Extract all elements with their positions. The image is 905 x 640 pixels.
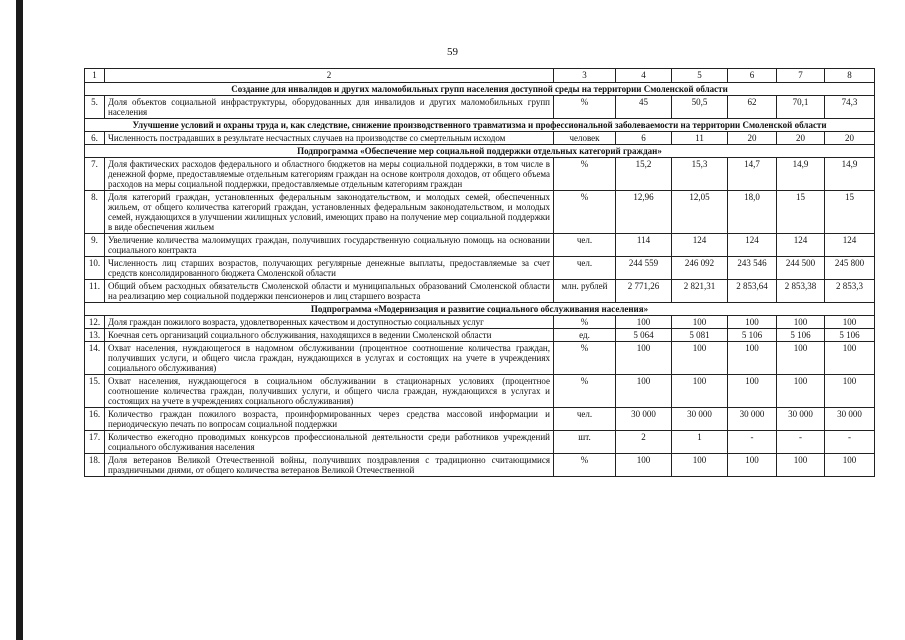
- column-number: 1: [85, 69, 105, 83]
- indicator-value: 30 000: [728, 408, 777, 431]
- unit-of-measure: %: [554, 158, 616, 191]
- column-number: 6: [728, 69, 777, 83]
- row-number: 10.: [85, 257, 105, 280]
- indicator-value: 100: [728, 342, 777, 375]
- row-number: 13.: [85, 329, 105, 342]
- indicator-value: -: [728, 431, 777, 454]
- scan-edge-bar: [16, 0, 23, 640]
- indicator-value: 114: [616, 234, 672, 257]
- indicator-value: 5 064: [616, 329, 672, 342]
- indicator-value: 30 000: [672, 408, 728, 431]
- indicator-value: 100: [672, 316, 728, 329]
- unit-of-measure: шт.: [554, 431, 616, 454]
- indicator-value: 5 106: [777, 329, 825, 342]
- row-number: 11.: [85, 280, 105, 303]
- indicator-value: 2 821,31: [672, 280, 728, 303]
- indicator-value: 100: [825, 342, 875, 375]
- indicator-value: 1: [672, 431, 728, 454]
- indicator-value: 100: [825, 316, 875, 329]
- unit-of-measure: ед.: [554, 329, 616, 342]
- indicator-description: Увеличение количества малоимущих граждан, получивших государственную социальную помощь на основании социального контракта: [105, 234, 554, 257]
- table-row: [85, 342, 875, 375]
- indicator-description: Количество граждан пожилого возраста, проинформированных через средства массовой информации и периодическую печать по вопросам социальной поддержки: [105, 408, 554, 431]
- indicator-value: 20: [728, 132, 777, 145]
- indicator-value: 62: [728, 96, 777, 119]
- indicator-value: 245 800: [825, 257, 875, 280]
- indicator-value: 100: [616, 342, 672, 375]
- indicator-value: 30 000: [825, 408, 875, 431]
- section-title: Подпрограмма «Модернизация и развитие социального обслуживания населения»: [85, 303, 875, 316]
- indicator-value: 100: [616, 316, 672, 329]
- indicator-value: 100: [777, 375, 825, 408]
- indicator-description: Количество ежегодно проводимых конкурсов профессиональной деятельности среди работников учреждений социального обслуживания населения: [105, 431, 554, 454]
- row-number: 14.: [85, 342, 105, 375]
- indicator-description: Доля граждан пожилого возраста, удовлетворенных качеством и доступностью социальных услуг: [105, 316, 554, 329]
- indicator-value: 15,2: [616, 158, 672, 191]
- indicator-value: 100: [616, 375, 672, 408]
- row-number: 7.: [85, 158, 105, 191]
- indicator-value: 2 771,26: [616, 280, 672, 303]
- indicator-value: 244 500: [777, 257, 825, 280]
- column-number: 7: [777, 69, 825, 83]
- row-number: 15.: [85, 375, 105, 408]
- indicator-value: 124: [728, 234, 777, 257]
- table-row: [85, 191, 875, 234]
- indicator-description: Охват населения, нуждающегося в надомном обслуживании (процентное соотношение количества граждан, получивших услуги, и общего числа граждан, нуждающихся в услугах и состоящих на учете в учреждениях социального обслуживания): [105, 342, 554, 375]
- unit-of-measure: %: [554, 96, 616, 119]
- unit-of-measure: чел.: [554, 408, 616, 431]
- indicator-value: 20: [777, 132, 825, 145]
- section-title: Подпрограмма «Обеспечение мер социальной поддержки отдельных категорий граждан»: [85, 145, 875, 158]
- unit-of-measure: чел.: [554, 257, 616, 280]
- row-number: 5.: [85, 96, 105, 119]
- table-row: [85, 280, 875, 303]
- indicator-value: 6: [616, 132, 672, 145]
- indicator-value: 100: [777, 342, 825, 375]
- section-header-row: [85, 303, 875, 316]
- indicator-value: 74,3: [825, 96, 875, 119]
- section-title: Улучшение условий и охраны труда и, как следствие, снижение производственного травматизма и профессиональной заболеваемости на территории Смоленской области: [85, 119, 875, 132]
- section-header-row: [85, 119, 875, 132]
- column-number: 2: [105, 69, 554, 83]
- indicator-value: 15: [777, 191, 825, 234]
- table-row: [85, 96, 875, 119]
- unit-of-measure: млн. рублей: [554, 280, 616, 303]
- table-row: [85, 316, 875, 329]
- indicator-value: 124: [777, 234, 825, 257]
- table-row: [85, 257, 875, 280]
- indicator-value: 2 853,3: [825, 280, 875, 303]
- indicator-value: 100: [672, 454, 728, 477]
- section-header-row: [85, 83, 875, 96]
- indicator-value: 14,9: [777, 158, 825, 191]
- indicator-value: 100: [616, 454, 672, 477]
- indicator-value: 11: [672, 132, 728, 145]
- unit-of-measure: %: [554, 342, 616, 375]
- indicator-value: 100: [825, 375, 875, 408]
- unit-of-measure: человек: [554, 132, 616, 145]
- row-number: 18.: [85, 454, 105, 477]
- row-number: 6.: [85, 132, 105, 145]
- indicator-value: 100: [825, 454, 875, 477]
- indicator-value: 45: [616, 96, 672, 119]
- indicator-value: 100: [728, 316, 777, 329]
- indicator-value: 2: [616, 431, 672, 454]
- table-row: [85, 234, 875, 257]
- indicator-description: Общий объем расходных обязательств Смоленской области и муниципальных образований Смоленской области на реализацию мер социальной поддержки пенсионеров и лиц старшего возраста: [105, 280, 554, 303]
- indicator-value: 15: [825, 191, 875, 234]
- indicator-value: -: [825, 431, 875, 454]
- table-row: [85, 132, 875, 145]
- indicator-value: 70,1: [777, 96, 825, 119]
- indicators-table: [84, 68, 875, 477]
- table-row: [85, 158, 875, 191]
- section-title: Создание для инвалидов и других маломобильных групп населения доступной среды на территории Смоленской области: [85, 83, 875, 96]
- indicator-value: 20: [825, 132, 875, 145]
- indicator-description: Коечная сеть организаций социального обслуживания, находящихся в ведении Смоленской области: [105, 329, 554, 342]
- indicator-description: Доля ветеранов Великой Отечественной войны, получивших поздравления с традиционно считающимися праздничными днями, от общего количества ветеранов Великой Отечественной: [105, 454, 554, 477]
- unit-of-measure: %: [554, 375, 616, 408]
- indicator-value: 100: [777, 454, 825, 477]
- page-number: 59: [447, 46, 458, 58]
- column-number: 3: [554, 69, 616, 83]
- table-row: [85, 329, 875, 342]
- row-number: 9.: [85, 234, 105, 257]
- column-number-row: [85, 69, 875, 83]
- indicator-value: 100: [672, 342, 728, 375]
- table-row: [85, 375, 875, 408]
- unit-of-measure: %: [554, 454, 616, 477]
- indicator-value: 243 546: [728, 257, 777, 280]
- indicator-value: 5 081: [672, 329, 728, 342]
- indicator-value: 100: [777, 316, 825, 329]
- indicator-value: 30 000: [777, 408, 825, 431]
- indicator-value: 14,7: [728, 158, 777, 191]
- indicator-value: 50,5: [672, 96, 728, 119]
- indicator-value: 15,3: [672, 158, 728, 191]
- unit-of-measure: %: [554, 316, 616, 329]
- section-header-row: [85, 145, 875, 158]
- indicator-description: Охват населения, нуждающегося в социальном обслуживании в стационарных условиях (процентное соотношение количества граждан, получивших услуги, и общего числа граждан, нуждающихся в услугах и состоящих на учете в учреждениях социального обслуживания): [105, 375, 554, 408]
- indicator-value: 100: [728, 454, 777, 477]
- indicator-description: Доля объектов социальной инфраструктуры, оборудованных для инвалидов и других маломобильных групп населения: [105, 96, 554, 119]
- row-number: 16.: [85, 408, 105, 431]
- unit-of-measure: чел.: [554, 234, 616, 257]
- table-row: [85, 408, 875, 431]
- indicator-value: 100: [672, 375, 728, 408]
- row-number: 17.: [85, 431, 105, 454]
- indicator-description: Численность лиц старших возрастов, получающих регулярные денежные выплаты, предоставляемые за счет средств консолидированного бюджета Смоленской области: [105, 257, 554, 280]
- unit-of-measure: %: [554, 191, 616, 234]
- indicator-value: 124: [672, 234, 728, 257]
- indicator-value: 100: [728, 375, 777, 408]
- indicator-value: 12,96: [616, 191, 672, 234]
- indicator-value: 244 559: [616, 257, 672, 280]
- indicator-value: 5 106: [825, 329, 875, 342]
- column-number: 8: [825, 69, 875, 83]
- row-number: 12.: [85, 316, 105, 329]
- indicator-value: 2 853,64: [728, 280, 777, 303]
- indicator-value: 12,05: [672, 191, 728, 234]
- indicator-description: Доля категорий граждан, установленных федеральным законодательством, и молодых семей, обеспеченных жильем, от общего количества категорий граждан, установленных федеральным законодательством, и молодых семей, нуждающихся в улучшении жилищных условий, имеющих право на получение мер социальной поддержки в виде обеспечения жильем: [105, 191, 554, 234]
- indicator-description: Доля фактических расходов федерального и областного бюджетов на меры социальной поддержки, в том числе в денежной форме, предоставляемые отдельным категориям граждан на основе контроля доходов, от общего объема расходов на меры социальной поддержки, предоставляемые отдельным категориям граждан: [105, 158, 554, 191]
- indicator-value: 5 106: [728, 329, 777, 342]
- indicator-value: 2 853,38: [777, 280, 825, 303]
- indicator-value: 30 000: [616, 408, 672, 431]
- indicator-value: 14,9: [825, 158, 875, 191]
- indicator-value: 246 092: [672, 257, 728, 280]
- indicator-description: Численность пострадавших в результате несчастных случаев на производстве со смертельным исходом: [105, 132, 554, 145]
- column-number: 4: [616, 69, 672, 83]
- indicator-value: 18,0: [728, 191, 777, 234]
- indicator-value: -: [777, 431, 825, 454]
- column-number: 5: [672, 69, 728, 83]
- table-row: [85, 454, 875, 477]
- table-row: [85, 431, 875, 454]
- row-number: 8.: [85, 191, 105, 234]
- indicator-value: 124: [825, 234, 875, 257]
